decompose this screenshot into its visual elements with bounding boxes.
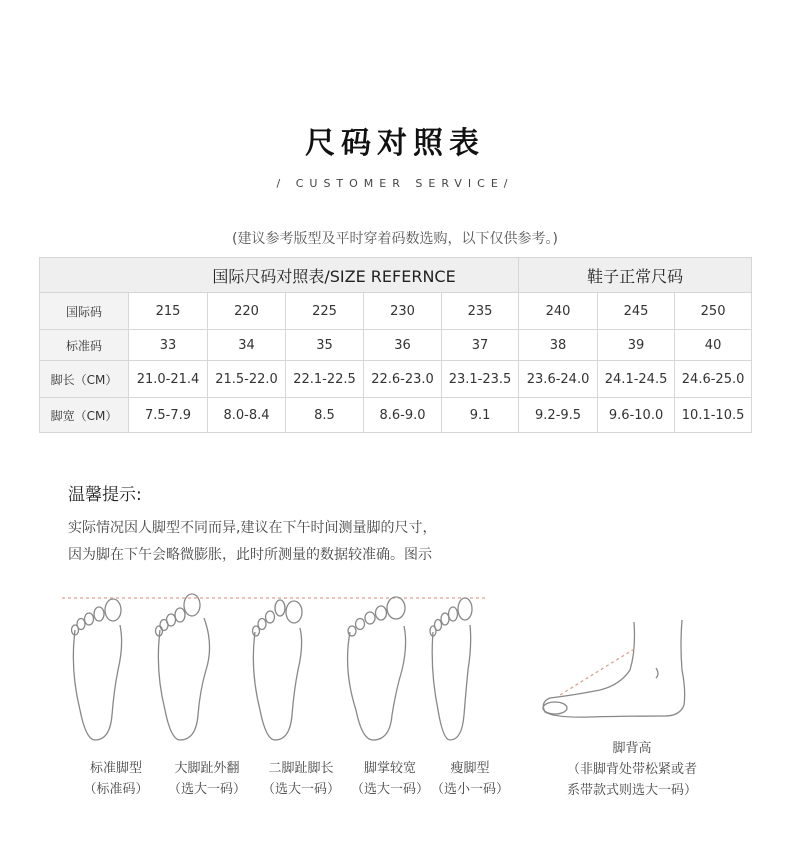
table-cell: 235 [442, 293, 519, 330]
foot-bunion-icon [156, 594, 210, 740]
table-cell: 230 [364, 293, 442, 330]
table-cell: 9.2-9.5 [519, 398, 598, 433]
foot-hint: （选大一码） [350, 782, 429, 797]
table-row [40, 398, 752, 433]
foot-label-slim [425, 758, 515, 800]
table-cell: 22.6-23.0 [364, 361, 442, 398]
row-label: 国际码 [40, 293, 129, 330]
table-cell: 35 [286, 330, 364, 361]
foot-name: 标准脚型 [89, 761, 142, 776]
foot-label-standard [76, 758, 156, 800]
table-cell: 23.1-23.5 [442, 361, 519, 398]
instep-guide-line [560, 648, 636, 695]
table-row [40, 330, 752, 361]
table-cell: 240 [519, 293, 598, 330]
foot-hint: （选小一码） [430, 782, 509, 797]
foot-label-wide [345, 758, 435, 800]
table-cell: 36 [364, 330, 442, 361]
table-row [40, 293, 752, 330]
table-cell: 40 [675, 330, 752, 361]
foot-standard-icon [72, 599, 122, 740]
table-cell: 10.1-10.5 [675, 398, 752, 433]
foot-label-long-second-toe [256, 758, 346, 800]
table-header-main: 国际尺码对照表/SIZE REFERNCE [40, 258, 519, 293]
foot-name: 脚掌较宽 [363, 761, 416, 776]
foot-instep-icon [543, 620, 685, 717]
foot-name: 二脚趾脚长 [268, 761, 334, 776]
table-cell: 250 [675, 293, 752, 330]
foot-hint: （选大一码） [167, 782, 246, 797]
table-header-row [40, 258, 752, 293]
table-cell: 21.5-22.0 [208, 361, 286, 398]
table-cell: 8.5 [286, 398, 364, 433]
row-label: 标准码 [40, 330, 129, 361]
table-cell: 37 [442, 330, 519, 361]
table-cell: 9.6-10.0 [598, 398, 675, 433]
foot-wide-icon [348, 597, 406, 740]
foot-name: 瘦脚型 [450, 761, 490, 776]
table-cell: 225 [286, 293, 364, 330]
advice-note: (建议参考版型及平时穿着码数选购，以下仅供参考。) [232, 231, 558, 247]
page-title: 尺码对照表 [305, 126, 485, 161]
foot-name: 大脚趾外翻 [174, 761, 240, 776]
table-header-right: 鞋子正常尺码 [519, 258, 752, 293]
tips-line: 实际情况因人脚型不同而异,建议在下午时间测量脚的尺寸， [68, 520, 437, 536]
table-cell: 9.1 [442, 398, 519, 433]
foot-name: 脚背高 [612, 741, 652, 756]
table-cell: 22.1-22.5 [286, 361, 364, 398]
table-cell: 220 [208, 293, 286, 330]
foot-hint: （非脚背处带松紧或者 [566, 762, 697, 777]
table-cell: 39 [598, 330, 675, 361]
row-label: 脚长（CM） [40, 361, 129, 398]
table-cell: 38 [519, 330, 598, 361]
row-label: 脚宽（CM） [40, 398, 129, 433]
page-subtitle: / CUSTOMER SERVICE/ [276, 177, 514, 190]
foot-label-instep [552, 738, 712, 801]
table-cell: 8.0-8.4 [208, 398, 286, 433]
foot-slim-icon [430, 598, 472, 740]
table-cell: 33 [129, 330, 208, 361]
foot-hint: （标准码） [83, 782, 149, 797]
foot-long-second-toe-icon [253, 600, 303, 740]
tips-line: 因为脚在下午会略微膨胀，此时所测量的数据较准确。图示 [68, 547, 432, 563]
tips-title: 温馨提示: [68, 485, 142, 505]
table-cell: 23.6-24.0 [519, 361, 598, 398]
table-cell: 24.1-24.5 [598, 361, 675, 398]
foot-hint: （选大一码） [261, 782, 340, 797]
table-cell: 8.6-9.0 [364, 398, 442, 433]
table-cell: 215 [129, 293, 208, 330]
foot-label-bunion [162, 758, 252, 800]
foot-hint: 系带款式则选大一码） [566, 783, 697, 798]
table-cell: 24.6-25.0 [675, 361, 752, 398]
tips-text [68, 515, 436, 569]
table-cell: 21.0-21.4 [129, 361, 208, 398]
table-cell: 245 [598, 293, 675, 330]
table-cell: 34 [208, 330, 286, 361]
table-cell: 7.5-7.9 [129, 398, 208, 433]
table-row [40, 361, 752, 398]
size-chart-table [39, 257, 752, 433]
